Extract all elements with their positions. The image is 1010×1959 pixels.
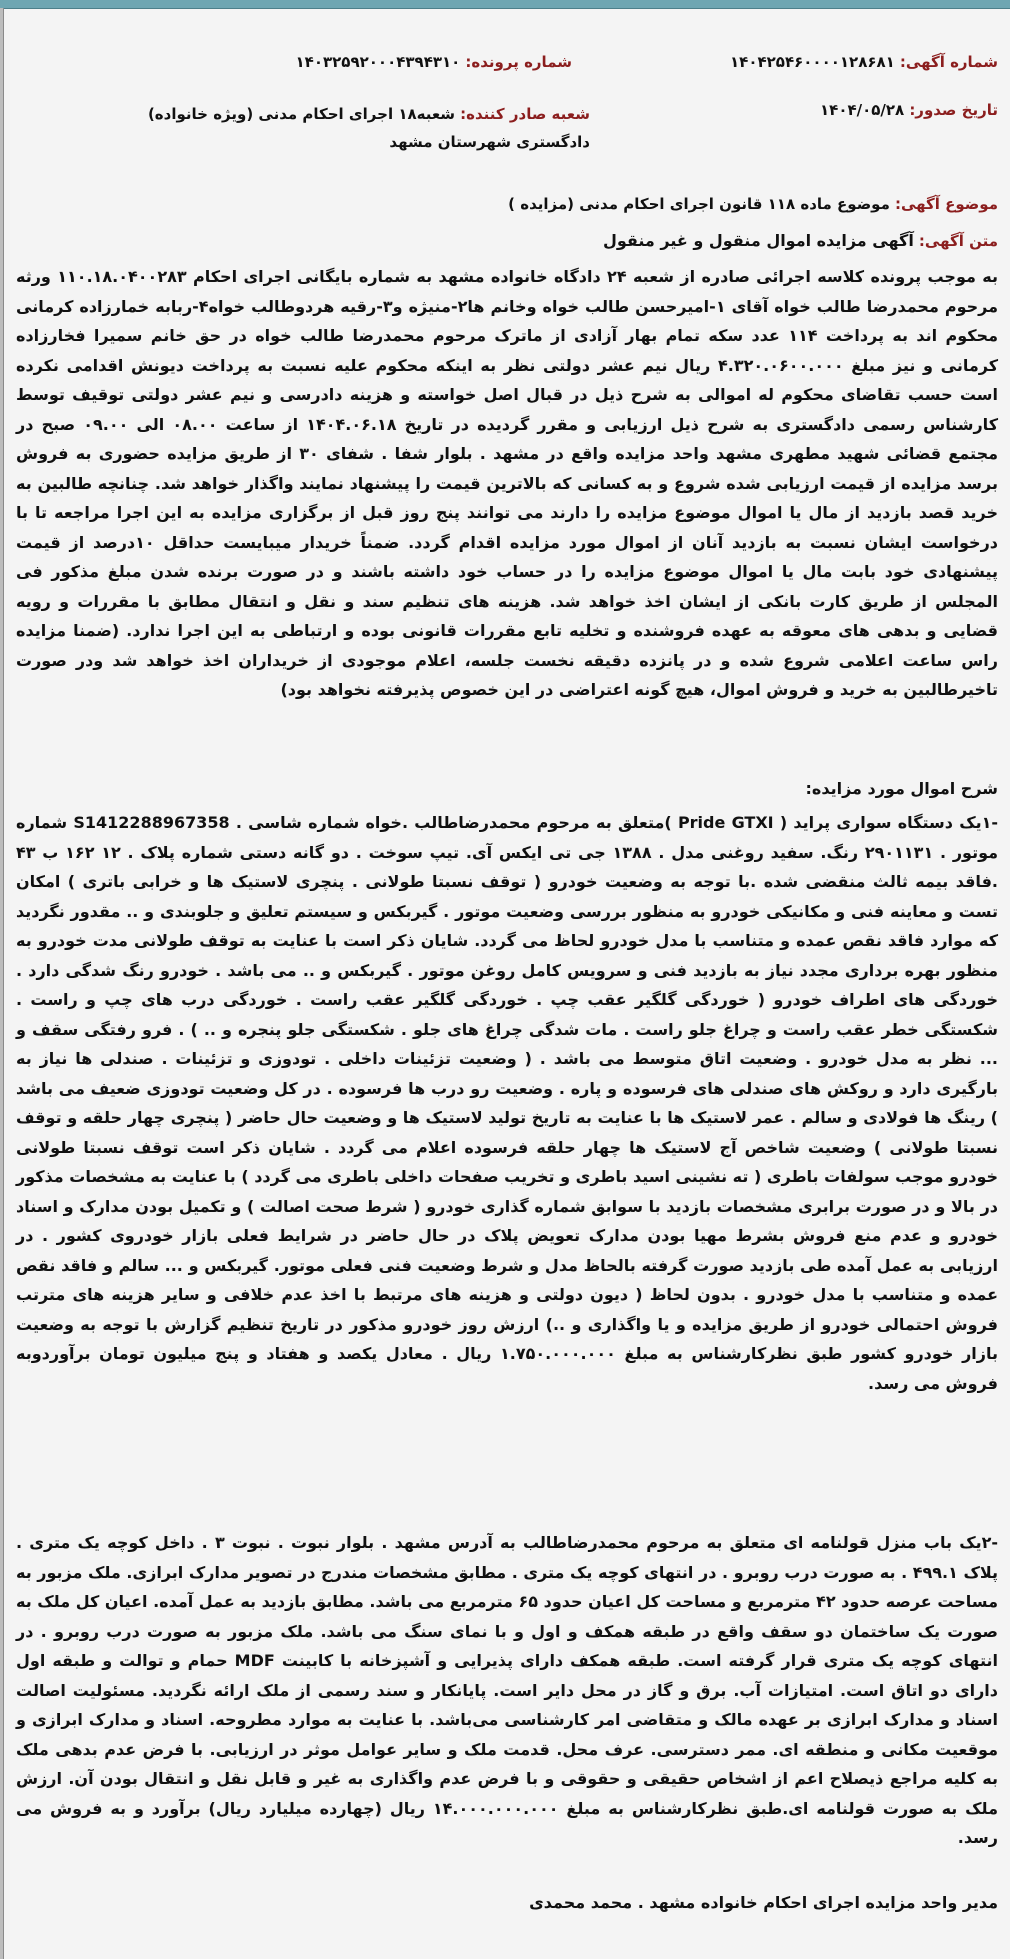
file-number-row: [296, 52, 572, 71]
subject-label: موضوع آگهی:: [894, 195, 998, 213]
subject-row: [508, 194, 998, 213]
issuing-branch: شعبه۱۸ اجرای احکام مدنی (ویژه خانواده) دادگستری شهرستان مشهد: [147, 105, 590, 151]
issuing-branch-row: [80, 100, 590, 156]
notice-number-label: شماره آگهی:: [899, 53, 998, 71]
subject: موضوع ماده ۱۱۸ قانون اجرای احکام مدنی (مزایده ): [508, 195, 890, 213]
text-title-row: [603, 231, 998, 250]
signature-line: مدیر واحد مزایده اجرای احکام خانواده مشهد . محمد محمدی: [529, 1893, 998, 1912]
notice-body-paragraph: به موجب پرونده کلاسه اجرائی صادره از شعبه ۲۴ دادگاه خانواده مشهد به شماره بایگانی اجرای احکام ۱۱۰.۱۸.۰۴۰۰۲۸۳ ورثه مرحوم محمدرضا طالب خواه آقای ۱-امیرحسن طالب خواه وخانم ها۲-منیژه و۳-رقیه هردوطالب خواه۴-ربابه خمارزاده کرمانی محکوم اند به پرداخت ۱۱۴ عدد سکه تمام بهار آزادی از ماترک مرحوم محمدرضا طالب خواه در حق خانم سمیرا فخارزاده کرمانی و نیز مبلغ ۴.۳۲۰.۰۶۰۰.۰۰۰ ریال نیم عشر دولتی نظر به اینکه محکوم علیه نسبت به پرداخت دیونش اقدامی نکرده است حسب تقاضای محکوم له اموالی به شرح ذیل در قبال اصل خواسته و هزینه دادرسی و نیم عشر دولتی توقیف توسط کارشناس رسمی دادگستری به شرح ذیل ارزیابی و مقرر گردیده در تاریخ ۱۴۰۴.۰۶.۱۸ از ساعت ۰۸.۰۰ الی ۰۹.۰۰ صبح در مجتمع قضائی شهید مطهری مشهد واحد مزایده واقع در مشهد . بلوار شفا . شفای ۳۰ از طریق مزایده حضوری به فروش برسد مزایده از قیمت ارزیابی شده شروع و به کسانی که بالاترین قیمت را پیشنهاد نمایند واگذار خواهد شد. چنانچه طالبین به خرید قصد بازدید از مال یا اموال موضوع مزایده را دارند می توانند پنج روز قبل از برگزاری مزایده به این اجرا مراجعه تا با درخواست ایشان نسبت به بازدید آنان از اموال مورد مزایده اقدام گردد. ضمناً خریدار میبایست حداقل ۱۰درصد از قیمت پیشنهادی خود بابت مال یا اموال موضوع مزایده را در حساب خود داشته باشند و در صورت برنده شدن مبلغ مذکور فی المجلس از طریق کارت بانکی از ایشان اخذ خواهد شد. هزینه های تنظیم سند و نقل و انتقال مطابق با مقررات و رویه قضایی و بدهی های معوقه به عهده فروشنده و تخلیه تابع مقررات قانونی بوده و ارتباطی به این اجرا ندارد. (ضمنا مزایده راس ساعت اعلامی شروع شده و در پانزده دقیقه نخست جلسه، اعلام موجودی از خریداران اخذ خواهد شد ودر صورت تاخیرطالبین به خرید و فروش اموال، هیچ گونه اعتراضی در این خصوص پذیرفته نخواهد بود): [16, 267, 999, 699]
file-number: ۱۴۰۳۲۵۹۲۰۰۰۴۳۹۴۳۱۰: [295, 53, 461, 71]
item-1-car-description: -۱یک دستگاه سواری پراید ( Pride GTXI )متعلق به مرحوم محمدرضاطالب .خواه شماره شاسی . S1412288967358 شماره موتور . ۲۹۰۱۱۳۱ رنگ. سفید روغنی مدل . ۱۳۸۸ جی تی ایکس آی. تیپ سوخت . دو گانه دستی شماره پلاک . ۱۲ ۱۶۲ ب ۴۳ .فاقد بیمه ثالث منقضی شده .با توجه به وضعیت خودرو ( توقف نسبتا طولانی . پنچری لاستیک ها و خرابی باتری ) امکان تست و معاینه فنی و مکانیکی خودرو به منظور بررسی وضعیت موتور . گیربکس و سیستم تعلیق و جلوبندی و .. مقدور نگردید که موارد فاقد نقص عمده و متناسب با مدل خودرو لحاظ می گردد. شایان ذکر است با عنایت به توقف طولانی مدت خودرو به منظور بهره برداری مجدد نیاز به بازدید فنی و سرویس کامل روغن موتور . گیربکس و .. می باشد . خودرو رنگ شدگی دارد . خوردگی های اطراف خودرو ( خوردگی گلگیر عقب چپ . خوردگی گلگیر عقب راست . خوردگی درب های چپ و راست . شکستگی خطر عقب راست و چراغ جلو راست . مات شدگی چراغ های جلو . شکستگی جلو پنجره و .. ) . فرو رفتگی سقف و ... نظر به مدل خودرو . وضعیت اتاق متوسط می باشد . ( وضعیت تزئینات داخلی . تودوزی و تزئینات . صندلی ها نیاز به بارگیری دارد و روکش های صندلی های فرسوده و پاره . وضعیت رو درب ها فرسوده . در کل وضعیت تودوزی ضعیف می باشد ) رینگ ها فولادی و سالم . عمر لاستیک ها با عنایت به تاریخ تولید لاستیک ها و وضعیت حال حاضر ( پنچری چهار حلقه و توقف نسبتا طولانی ) وضعیت شاخص آج لاستیک ها چهار حلقه فرسوده اعلام می گردد . شایان ذکر است توقف نسبتا طولانی خودرو موجب سولفات باطری ( ته نشینی اسید باطری و تخریب صفحات داخلی باطری می گردد ) با عنایت به مشخصات مذکور در بالا و در صورت برابری مشخصات بازدید با سوابق شماره گذاری خودرو ( شرط صحت اصالت ) و تکمیل بودن مدارک و اسناد خودرو و عدم منع فروش بشرط مهیا بودن مدارک تعویض پلاک در حال حاضر در شرایط فعلی بازار خودروی کشور . در ارزیابی به عمل آمده طی بازدید صورت گرفته بالحاظ مدل و شرط وضعیت فنی فعلی موتور. گیربکس و ... سالم و فاقد نقص عمده و متناسب با مدل خودرو . بدون لحاظ ( دیون دولتی و هزینه های مرتبط با اخذ عدم خلافی و سایر هزینه های مترتب فروش احتمالی خودرو از طریق مزایده و یا واگذاری و ..) ارزش روز خودرو مذکور در تاریخ تنظیم گزارش با توجه به وضعیت بازار خودرو کشور طبق نظرکارشناس به مبلغ ۱.۷۵۰.۰۰۰.۰۰۰ ریال . معادل یکصد و هفتاد و پنج میلیون تومان برآوردوبه فروش می رسد.: [16, 813, 999, 1393]
text-label: متن آگهی:: [918, 232, 998, 250]
left-border: [0, 8, 4, 1959]
issue-date-row: [820, 100, 998, 119]
window-top-bar: [0, 0, 1010, 9]
file-number-label: شماره پرونده:: [465, 53, 572, 71]
items-heading: شرح اموال مورد مزایده:: [805, 779, 998, 798]
notice-number-row: [730, 52, 998, 71]
issue-date: ۱۴۰۴/۰۵/۲۸: [820, 101, 905, 119]
item-2-house-description: -۲یک باب منزل قولنامه ای متعلق به مرحوم محمدرضاطالب به آدرس مشهد . بلوار نبوت . نبوت ۳ . داخل کوچه یک متری . پلاک ۴۹۹.۱ . به صورت درب روبرو . در انتهای کوچه یک متری . مطابق مشخصات مندرج در تصویر مدارک ابرازی. ملک مزبور به مساحت عرصه حدود ۴۲ مترمربع و مساحت کل اعیان حدود ۶۵ مترمربع می باشد. مطابق بازدید به عمل آمده. اعیان کل ملک به صورت یک ساختمان دو سقف واقع در طبقه همکف و اول و با نمای سنگ می باشد. ملک مزبور به صورت درب روبرو . در انتهای کوچه یک متری قرار گرفته است. طبقه همکف دارای پذیرایی و آشپزخانه با کابینت MDF حمام و توالت و طبقه اول دارای دو اتاق است. امتیازات آب. برق و گاز در محل دایر است. پایانکار و سند رسمی از ملک ارائه نگردید. مسئولیت اصالت اسناد و مدارک ابرازی بر عهده مالک و متقاضی امر کارشناسی می‌باشد. با عنایت به موارد مطروحه. اسناد و مدارک ابرازی و موقعیت مکانی و منطقه ای. ممر دسترسی. عرف محل. قدمت ملک و سایر عوامل موثر در ارزیابی. با فرض عدم بدهی ملک به کلیه مراجع ذیصلاح اعم از اشخاص حقیقی و حقوقی و با فرض عدم واگذاری به غیر و قابل نقل و انتقال بودن آن. ارزش ملک به صورت قولنامه ای.طبق نظرکارشناس به مبلغ ۱۴.۰۰۰.۰۰۰.۰۰۰ ریال (چهارده میلیارد ریال) برآورد و به فروش می رسد.: [16, 1533, 999, 1847]
issuing-branch-label: شعبه صادر کننده:: [460, 105, 590, 123]
issue-date-label: تاریخ صدور:: [909, 101, 998, 119]
text-title: آگهی مزایده اموال منقول و غیر منقول: [602, 231, 914, 250]
notice-number: ۱۴۰۴۲۵۴۶۰۰۰۰۱۲۸۶۸۱: [730, 53, 895, 71]
